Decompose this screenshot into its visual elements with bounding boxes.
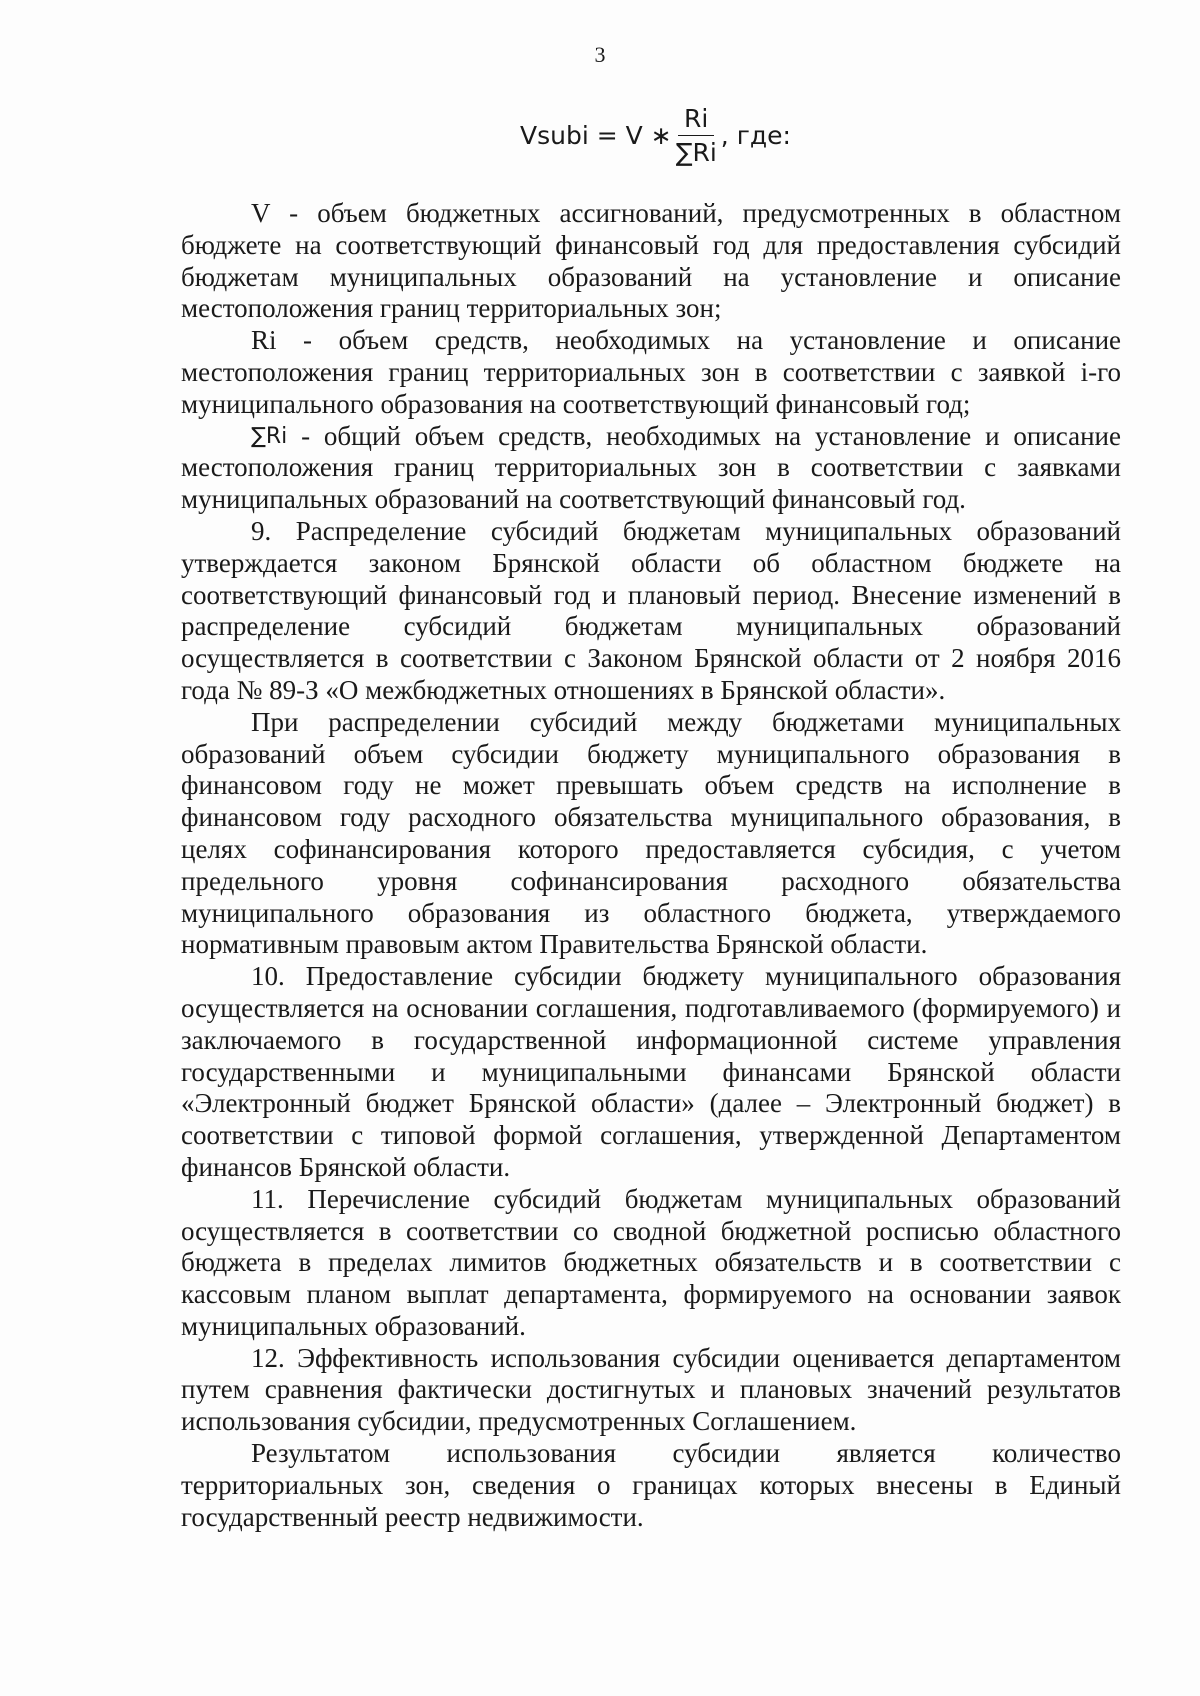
document-body <box>181 198 1121 1533</box>
paragraph-11: 11. Перечисление субсидий бюджетам муниципальных образований осуществляется в соответствии со сводной бюджетной росписью областного бюджета в пределах лимитов бюджетных обязательств и в соответствии с кассовым планом выплат департамента, формируемого на основании заявок муниципальных образований. <box>181 1183 1121 1341</box>
paragraph-ri-definition: Ri - объем средств, необходимых на установление и описание местоположения границ территориальных зон в соответствии с заявкой i-го муниципального образования на соответствующий финансовый год; <box>181 325 1121 419</box>
formula-fraction <box>676 104 717 167</box>
formula-suffix: , где: <box>720 121 791 150</box>
paragraph-10: 10. Предоставление субсидии бюджету муниципального образования осуществляется на основании соглашения, подготавливаемого (формируемого) и заключаемого в государственной информационной системе управления государственными и муниципальными финансами Брянской области «Электронный бюджет Брянской области» (далее – Электронный бюджет) в соответствии с типовой формой соглашения, утвержденной Департаментом финансов Брянской области. <box>181 961 1121 1182</box>
paragraph-12-result: Результатом использования субсидии является количество территориальных зон, сведения о границах которых внесены в Единый государственный реестр недвижимости. <box>181 1438 1121 1532</box>
formula-lhs: Vsubi = V ∗ <box>520 121 672 150</box>
formula-numerator: Ri <box>678 104 714 136</box>
paragraph-9-distribution: При распределении субсидий между бюджетами муниципальных образований объем субсидии бюджету муниципального образования в финансовом году не может превышать объем средств на исполнение в финансовом году расходного обязательства муниципального образования, в целях софинансирования которого предоставляется субсидия, с учетом предельного уровня софинансирования расходного обязательства муниципального образования из областного бюджета, утверждаемого нормативным правовым актом Правительства Брянской области. <box>181 706 1121 960</box>
paragraph-sum-definition <box>181 421 1121 516</box>
paragraph-9: 9. Распределение субсидий бюджетам муниципальных образований утверждается законом Брянской области об областном бюджете на соответствующий финансовый год и плановый период. Внесение изменений в распределение субсидий бюджетам муниципальных образований осуществляется в соответствии с Законом Брянской области от 2 ноября 2016 года № 89-З «О межбюджетных отношениях в Брянской области». <box>181 515 1121 705</box>
distribution-formula <box>520 104 791 167</box>
paragraph-12: 12. Эффективность использования субсидии оценивается департаментом путем сравнения фактически достигнутых и плановых значений результатов использования субсидии, предусмотренных Соглашением. <box>181 1342 1121 1437</box>
page-number: 3 <box>594 42 606 67</box>
formula-denominator: ∑Ri <box>675 138 717 167</box>
paragraph-sum-text: - общий объем средств, необходимых на установление и описание местоположения границ территориальных зон в соответствии с заявками муниципальных образований на соответствующий финансовый год. <box>181 420 1121 515</box>
paragraph-v-definition: V - объем бюджетных ассигнований, предусмотренных в областном бюджете на соответствующий финансовый год для предоставления субсидий бюджетам муниципальных образований на установление и описание местоположения границ территориальных зон; <box>181 198 1121 324</box>
sum-ri-symbol: ∑Ri <box>251 423 288 449</box>
